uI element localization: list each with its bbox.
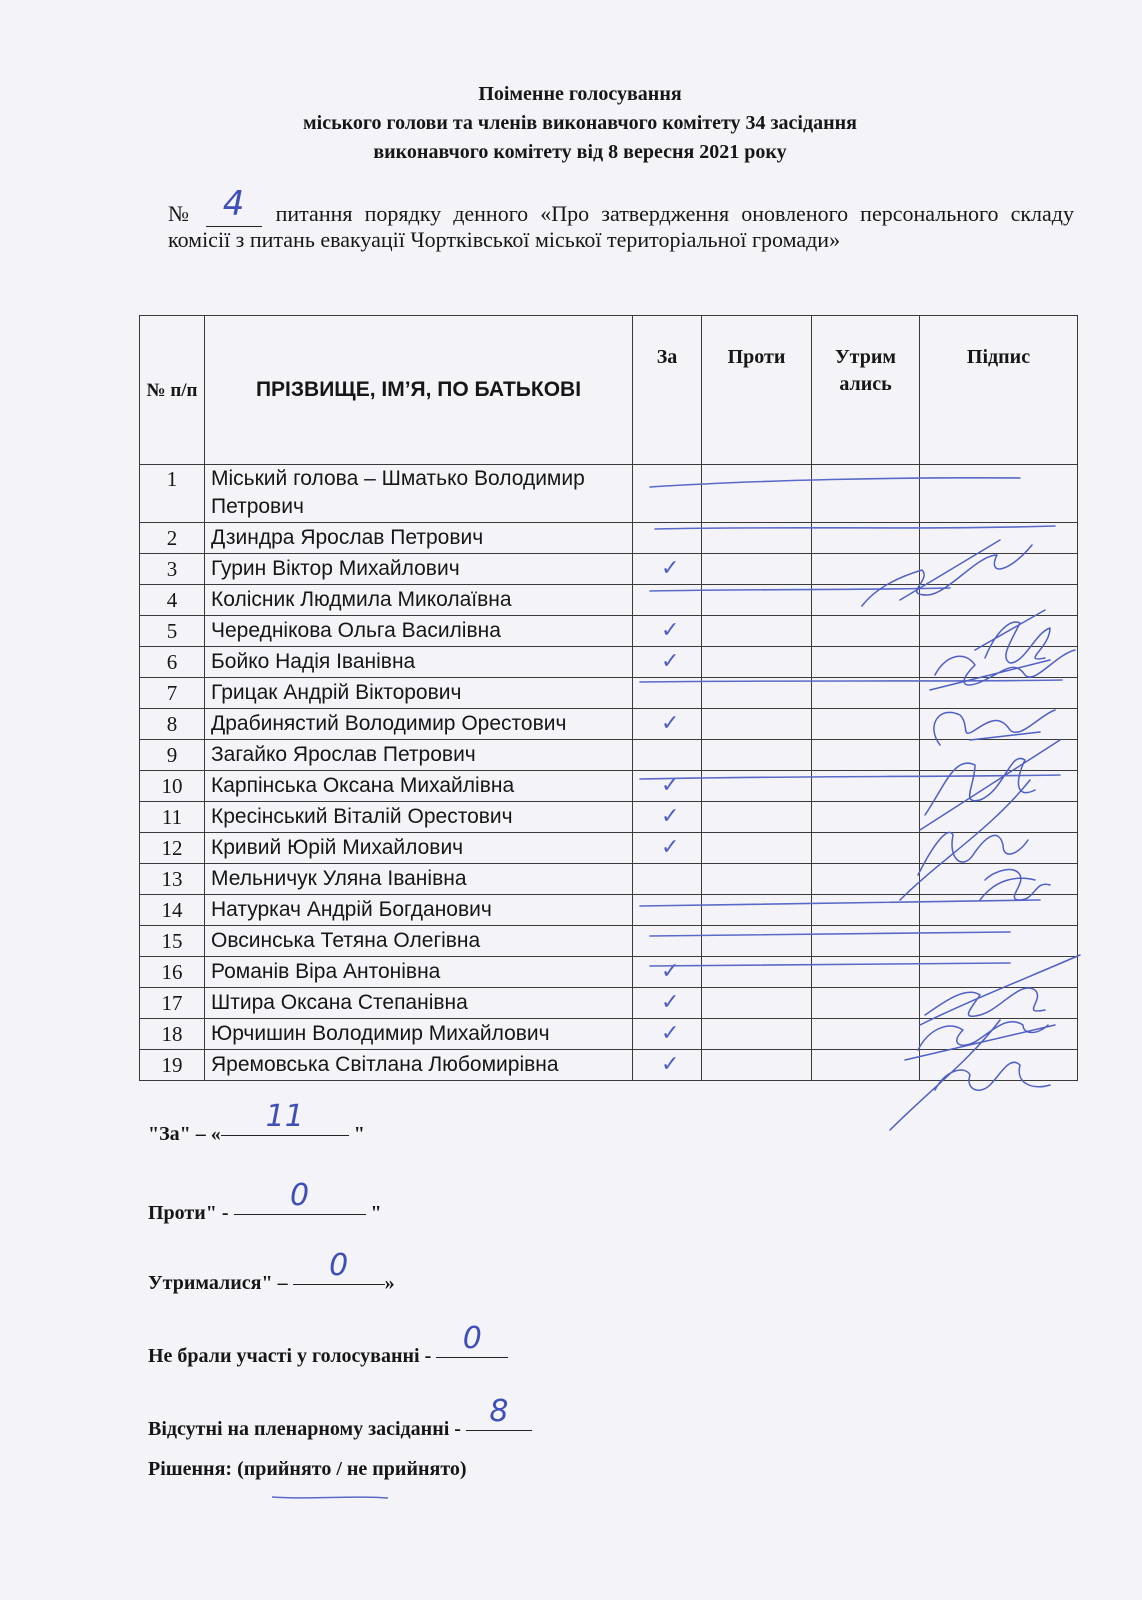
member-name: Міський голова – Шматько Володимир Петрович bbox=[205, 465, 633, 523]
vote-abstained-cell bbox=[812, 554, 920, 585]
item-number-handwritten: 4 bbox=[222, 184, 245, 224]
signature-cell bbox=[920, 523, 1078, 554]
row-number: 16 bbox=[140, 957, 205, 988]
vote-abstained-cell bbox=[812, 771, 920, 802]
row-number: 15 bbox=[140, 926, 205, 957]
col-header-against: Проти bbox=[702, 316, 812, 465]
vote-for-cell bbox=[633, 771, 702, 802]
member-name: Мельничук Уляна Іванівна bbox=[205, 864, 633, 895]
member-name: Овсинська Тетяна Олегівна bbox=[205, 926, 633, 957]
roll-call-table bbox=[139, 315, 1078, 1081]
member-name: Гурин Віктор Михайлович bbox=[205, 554, 633, 585]
row-number: 3 bbox=[140, 554, 205, 585]
checkmark-icon: ✓ bbox=[661, 804, 680, 829]
vote-against-cell bbox=[702, 1019, 812, 1050]
vote-for-cell bbox=[633, 523, 702, 554]
signature-cell bbox=[920, 771, 1078, 802]
vote-for-cell bbox=[633, 647, 702, 678]
member-name: Карпінська Оксана Михайлівна bbox=[205, 771, 633, 802]
signature-cell bbox=[920, 678, 1078, 709]
vote-against-cell bbox=[702, 895, 812, 926]
col-header-abstained: Утрим ались bbox=[812, 316, 920, 465]
title-line-3: виконавчого комітету від 8 вересня 2021 року bbox=[373, 141, 787, 163]
vote-against-cell bbox=[702, 465, 812, 523]
totals-for-label: "За" – « bbox=[148, 1123, 221, 1145]
table-row bbox=[140, 864, 1078, 895]
member-name: Колісник Людмила Миколаївна bbox=[205, 585, 633, 616]
signature-cell bbox=[920, 616, 1078, 647]
vote-abstained-cell bbox=[812, 585, 920, 616]
checkmark-icon: ✓ bbox=[661, 773, 680, 798]
totals-for-suffix: " bbox=[348, 1123, 365, 1145]
member-name: Кривий Юрій Михайлович bbox=[205, 833, 633, 864]
vote-abstained-cell bbox=[812, 802, 920, 833]
checkmark-icon: ✓ bbox=[661, 649, 680, 674]
checkmark-icon: ✓ bbox=[661, 711, 680, 736]
table-row bbox=[140, 709, 1078, 740]
vote-abstained-cell bbox=[812, 709, 920, 740]
totals-against-suffix: " bbox=[365, 1202, 382, 1224]
signature-cell bbox=[920, 740, 1078, 771]
row-number: 9 bbox=[140, 740, 205, 771]
agenda-text: питання порядку денного «Про затвердження оновленого персонального складу комісії з питань евакуації Чортківської міської територіальної громади» bbox=[168, 201, 1074, 252]
signature-cell bbox=[920, 895, 1078, 926]
item-number-field bbox=[206, 184, 262, 227]
checkmark-icon: ✓ bbox=[661, 1052, 680, 1077]
totals-for bbox=[148, 1099, 365, 1146]
member-name: Драбинястий Володимир Орестович bbox=[205, 709, 633, 740]
table-row bbox=[140, 802, 1078, 833]
vote-against-cell bbox=[702, 647, 812, 678]
col-header-number: № п/п bbox=[140, 316, 205, 465]
vote-abstained-cell bbox=[812, 465, 920, 523]
vote-for-cell bbox=[633, 833, 702, 864]
totals-against bbox=[148, 1178, 382, 1225]
table-row bbox=[140, 585, 1078, 616]
vote-against-cell bbox=[702, 771, 812, 802]
vote-against-cell bbox=[702, 585, 812, 616]
table-row bbox=[140, 771, 1078, 802]
row-number: 2 bbox=[140, 523, 205, 554]
signature-cell bbox=[920, 709, 1078, 740]
vote-abstained-cell bbox=[812, 895, 920, 926]
row-number: 1 bbox=[140, 465, 205, 523]
signature-cell bbox=[920, 1019, 1078, 1050]
signature-cell bbox=[920, 647, 1078, 678]
vote-for-cell bbox=[633, 895, 702, 926]
signature-cell bbox=[920, 802, 1078, 833]
vote-against-cell bbox=[702, 709, 812, 740]
signature-cell bbox=[920, 926, 1078, 957]
vote-abstained-cell bbox=[812, 740, 920, 771]
member-name: Юрчишин Володимир Михайлович bbox=[205, 1019, 633, 1050]
row-number: 14 bbox=[140, 895, 205, 926]
vote-for-cell bbox=[633, 1050, 702, 1081]
totals-against-field bbox=[234, 1178, 366, 1215]
checkmark-icon: ✓ bbox=[661, 835, 680, 860]
member-name: Бойко Надія Іванівна bbox=[205, 647, 633, 678]
vote-for-cell bbox=[633, 988, 702, 1019]
vote-abstained-cell bbox=[812, 1050, 920, 1081]
table-row bbox=[140, 678, 1078, 709]
row-number: 6 bbox=[140, 647, 205, 678]
checkmark-icon: ✓ bbox=[661, 1021, 680, 1046]
totals-absent-value: 8 bbox=[489, 1394, 509, 1429]
totals-not-voted-label: Не брали участі у голосуванні - bbox=[148, 1345, 437, 1367]
table-row bbox=[140, 1019, 1078, 1050]
col-header-signature: Підпис bbox=[920, 316, 1078, 465]
decision-line bbox=[148, 1458, 467, 1481]
agenda-item bbox=[168, 184, 1074, 252]
table-row bbox=[140, 833, 1078, 864]
totals-abstained bbox=[148, 1248, 395, 1295]
checkmark-icon: ✓ bbox=[661, 959, 680, 984]
vote-for-cell bbox=[633, 709, 702, 740]
vote-for-cell bbox=[633, 926, 702, 957]
vote-against-cell bbox=[702, 988, 812, 1019]
row-number: 4 bbox=[140, 585, 205, 616]
vote-for-cell bbox=[633, 740, 702, 771]
totals-abstained-label: Утрималися" – bbox=[148, 1272, 293, 1294]
table-row bbox=[140, 895, 1078, 926]
decision-label: Рішення: (прийнято / не прийнято) bbox=[148, 1458, 467, 1480]
vote-abstained-cell bbox=[812, 988, 920, 1019]
vote-against-cell bbox=[702, 864, 812, 895]
table-row bbox=[140, 647, 1078, 678]
table-row bbox=[140, 740, 1078, 771]
vote-for-cell bbox=[633, 802, 702, 833]
table-row bbox=[140, 1050, 1078, 1081]
vote-against-cell bbox=[702, 833, 812, 864]
checkmark-icon: ✓ bbox=[661, 990, 680, 1015]
table-row bbox=[140, 988, 1078, 1019]
totals-for-field bbox=[221, 1099, 349, 1136]
table-row bbox=[140, 554, 1078, 585]
totals-not-voted-value: 0 bbox=[462, 1321, 482, 1356]
table-row bbox=[140, 926, 1078, 957]
signature-cell bbox=[920, 1050, 1078, 1081]
vote-abstained-cell bbox=[812, 957, 920, 988]
row-number: 19 bbox=[140, 1050, 205, 1081]
col-header-for: За bbox=[633, 316, 702, 465]
vote-for-cell bbox=[633, 554, 702, 585]
vote-for-cell bbox=[633, 678, 702, 709]
vote-abstained-cell bbox=[812, 833, 920, 864]
vote-abstained-cell bbox=[812, 926, 920, 957]
totals-not-voted bbox=[148, 1321, 508, 1368]
totals-absent bbox=[148, 1394, 532, 1441]
totals-abstained-suffix: » bbox=[384, 1272, 395, 1294]
document-title bbox=[150, 80, 1010, 167]
vote-abstained-cell bbox=[812, 647, 920, 678]
row-number: 13 bbox=[140, 864, 205, 895]
vote-against-cell bbox=[702, 802, 812, 833]
member-name: Кресінський Віталій Орестович bbox=[205, 802, 633, 833]
vote-for-cell bbox=[633, 616, 702, 647]
vote-against-cell bbox=[702, 554, 812, 585]
row-number: 12 bbox=[140, 833, 205, 864]
totals-against-value: 0 bbox=[289, 1178, 310, 1213]
row-number: 17 bbox=[140, 988, 205, 1019]
table-row bbox=[140, 465, 1078, 523]
checkmark-icon: ✓ bbox=[661, 618, 680, 643]
member-name: Грицак Андрій Вікторович bbox=[205, 678, 633, 709]
vote-against-cell bbox=[702, 740, 812, 771]
totals-for-value: 11 bbox=[265, 1099, 304, 1134]
row-number: 7 bbox=[140, 678, 205, 709]
totals-not-voted-field bbox=[436, 1321, 508, 1358]
decision-underline-mark bbox=[270, 1492, 390, 1502]
signature-cell bbox=[920, 833, 1078, 864]
member-name: Череднікова Ольга Василівна bbox=[205, 616, 633, 647]
checkmark-icon: ✓ bbox=[661, 556, 680, 581]
signature-cell bbox=[920, 957, 1078, 988]
member-name: Загайко Ярослав Петрович bbox=[205, 740, 633, 771]
vote-against-cell bbox=[702, 678, 812, 709]
row-number: 5 bbox=[140, 616, 205, 647]
totals-against-label: Проти" - bbox=[148, 1202, 234, 1224]
vote-abstained-cell bbox=[812, 616, 920, 647]
member-name: Дзиндра Ярослав Петрович bbox=[205, 523, 633, 554]
signature-cell bbox=[920, 988, 1078, 1019]
title-line-2: міського голови та членів виконавчого комітету 34 засідання bbox=[303, 112, 857, 134]
vote-for-cell bbox=[633, 465, 702, 523]
row-number: 18 bbox=[140, 1019, 205, 1050]
vote-for-cell bbox=[633, 1019, 702, 1050]
title-line-1: Поіменне голосування bbox=[478, 83, 682, 105]
row-number: 11 bbox=[140, 802, 205, 833]
table-body bbox=[140, 465, 1078, 1081]
table-row bbox=[140, 957, 1078, 988]
table-header-row bbox=[140, 316, 1078, 465]
vote-abstained-cell bbox=[812, 678, 920, 709]
signature-cell bbox=[920, 554, 1078, 585]
table-row bbox=[140, 523, 1078, 554]
member-name: Штира Оксана Степанівна bbox=[205, 988, 633, 1019]
member-name: Натуркач Андрій Богданович bbox=[205, 895, 633, 926]
col-header-name: ПРІЗВИЩЕ, ІМ’Я, ПО БАТЬКОВІ bbox=[205, 316, 633, 465]
vote-against-cell bbox=[702, 926, 812, 957]
totals-abstained-field bbox=[293, 1248, 385, 1285]
signature-cell bbox=[920, 465, 1078, 523]
vote-abstained-cell bbox=[812, 1019, 920, 1050]
member-name: Яремовська Світлана Любомирівна bbox=[205, 1050, 633, 1081]
table-row bbox=[140, 616, 1078, 647]
vote-for-cell bbox=[633, 957, 702, 988]
vote-against-cell bbox=[702, 523, 812, 554]
totals-absent-label: Відсутні на пленарному засіданні - bbox=[148, 1418, 466, 1440]
row-number: 10 bbox=[140, 771, 205, 802]
vote-abstained-cell bbox=[812, 864, 920, 895]
number-sign: № bbox=[168, 201, 196, 226]
signature-cell bbox=[920, 864, 1078, 895]
signature-cell bbox=[920, 585, 1078, 616]
vote-abstained-cell bbox=[812, 523, 920, 554]
vote-for-cell bbox=[633, 864, 702, 895]
vote-against-cell bbox=[702, 616, 812, 647]
totals-absent-field bbox=[466, 1394, 532, 1431]
vote-against-cell bbox=[702, 957, 812, 988]
member-name: Романів Віра Антонівна bbox=[205, 957, 633, 988]
row-number: 8 bbox=[140, 709, 205, 740]
vote-against-cell bbox=[702, 1050, 812, 1081]
vote-for-cell bbox=[633, 585, 702, 616]
totals-abstained-value: 0 bbox=[329, 1248, 349, 1283]
